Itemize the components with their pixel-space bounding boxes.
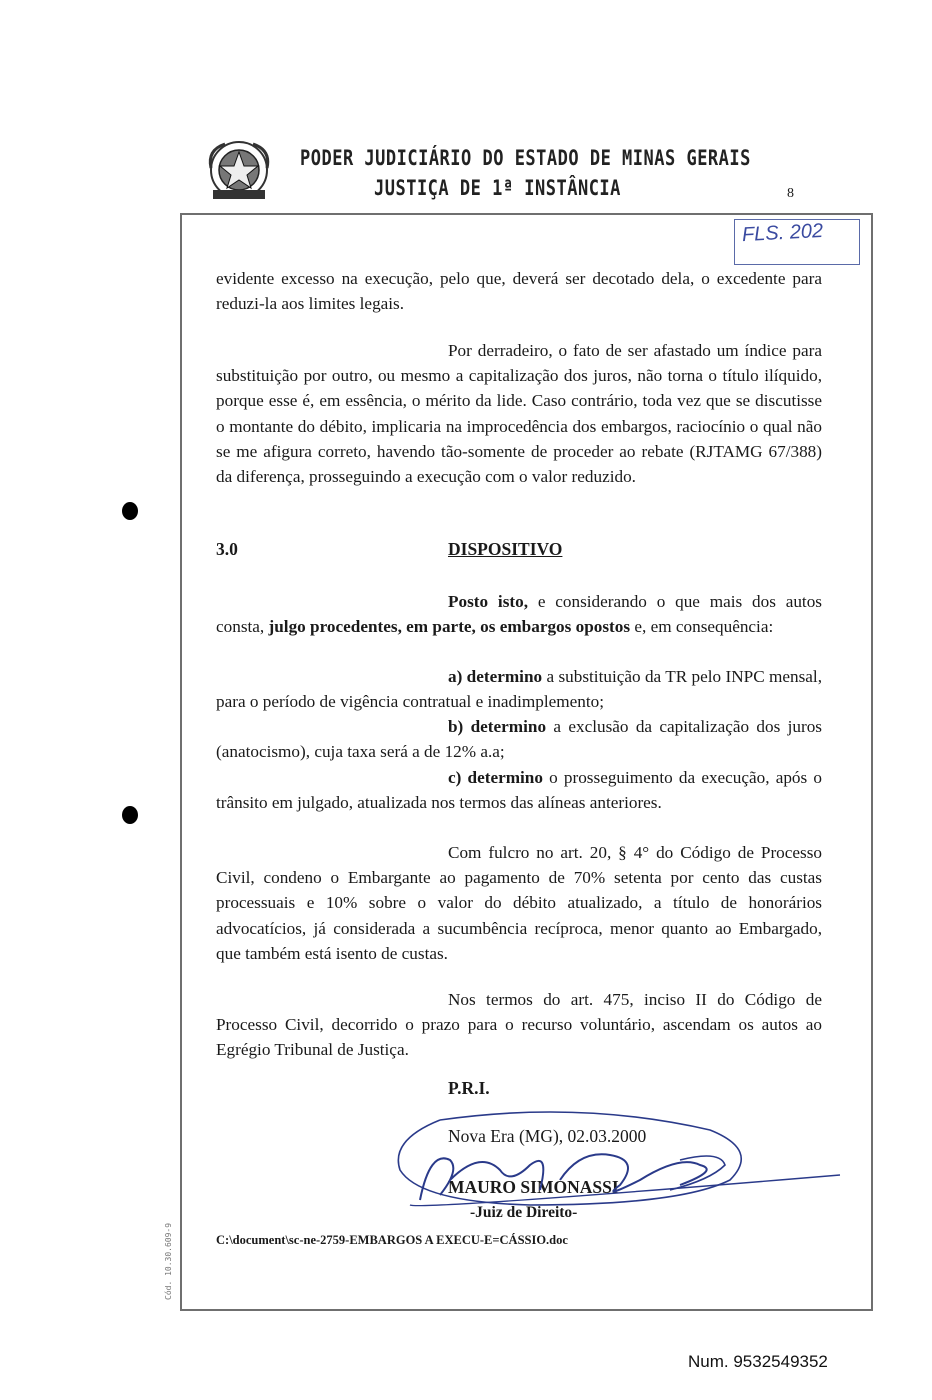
punch-hole-bottom (122, 806, 138, 824)
fls-stamp-text: FLS. 202 (741, 219, 824, 247)
section-number: 3.0 (216, 539, 238, 559)
document-number: Num. 9532549352 (688, 1352, 828, 1371)
city-date: Nova Era (MG), 02.03.2000 (448, 1126, 647, 1146)
section-title: DISPOSITIVO (448, 539, 563, 559)
item-b: b) determino a exclusão da capitalização dos juros (anatocismo), cuja taxa será a de 12% a.a; (216, 717, 822, 762)
item-a: a) determino a substituição da TR pelo INPC mensal, para o período de vigência contratual e inadimplemento; (216, 667, 822, 712)
paragraph-derradeiro: Por derradeiro, o fato de ser afastado um índice para substituição por outro, ou mesmo a capitalização dos juros, não torna o título ilíquido, porque esse é, em essência, o mérito da lide. Caso contrário, toda vez que se discutisse o montante do débito, implicaria na improcedência dos embargos, raciocínio o qual não se me afigura correto, havendo tão-somente de proceder ao rebate (RJTAMG 67/388) da diferença, prosseguindo a execução com o valor reduzido. (216, 341, 822, 487)
paragraph-excess: evidente excesso na execução, pelo que, deverá ser decotado dela, o excedente para reduzi-la aos limites legais. (216, 269, 822, 314)
page-number: 8 (787, 186, 794, 201)
court-header-line1: PODER JUDICIÁRIO DO ESTADO DE MINAS GERAIS (300, 146, 751, 171)
handwritten-signature-icon (380, 1110, 850, 1240)
paragraph-posto-isto: Posto isto, e considerando o que mais dos autos consta, julgo procedentes, em parte, os embargos opostos e, em consequência: (216, 592, 822, 637)
pri-closing: P.R.I. (448, 1078, 490, 1098)
item-c: c) determino o prosseguimento da execução, após o trânsito em julgado, atualizada nos termos das alíneas anteriores. (216, 768, 822, 813)
side-form-code: Cód. 10.30.609-9 (164, 1222, 173, 1300)
coat-of-arms-seal-icon (205, 138, 273, 206)
paragraph-honorarios: Com fulcro no art. 20, § 4° do Código de Processo Civil, condeno o Embargante ao pagamento de 70% setenta por cento das custas processuais e 10% sobre o valor do débito atualizado, a título de honorários advocatícios, já considerada a sucumbência recíproca, menor quanto ao Embargado, que também está isento de custas. (216, 843, 822, 963)
judge-name: MAURO SIMONASSI (448, 1177, 619, 1197)
file-path: C:\document\sc-ne-2759-EMBARGOS A EXECU-E=CÁSSIO.doc (216, 1233, 568, 1247)
judge-role: -Juiz de Direito- (470, 1204, 578, 1221)
punch-hole-top (122, 502, 138, 520)
court-header-line2: JUSTIÇA DE 1ª INSTÂNCIA (374, 176, 621, 201)
paragraph-art-475: Nos termos do art. 475, inciso II do Código de Processo Civil, decorrido o prazo para o recurso voluntário, ascendam os autos ao Egrégio Tribunal de Justiça. (216, 990, 822, 1060)
